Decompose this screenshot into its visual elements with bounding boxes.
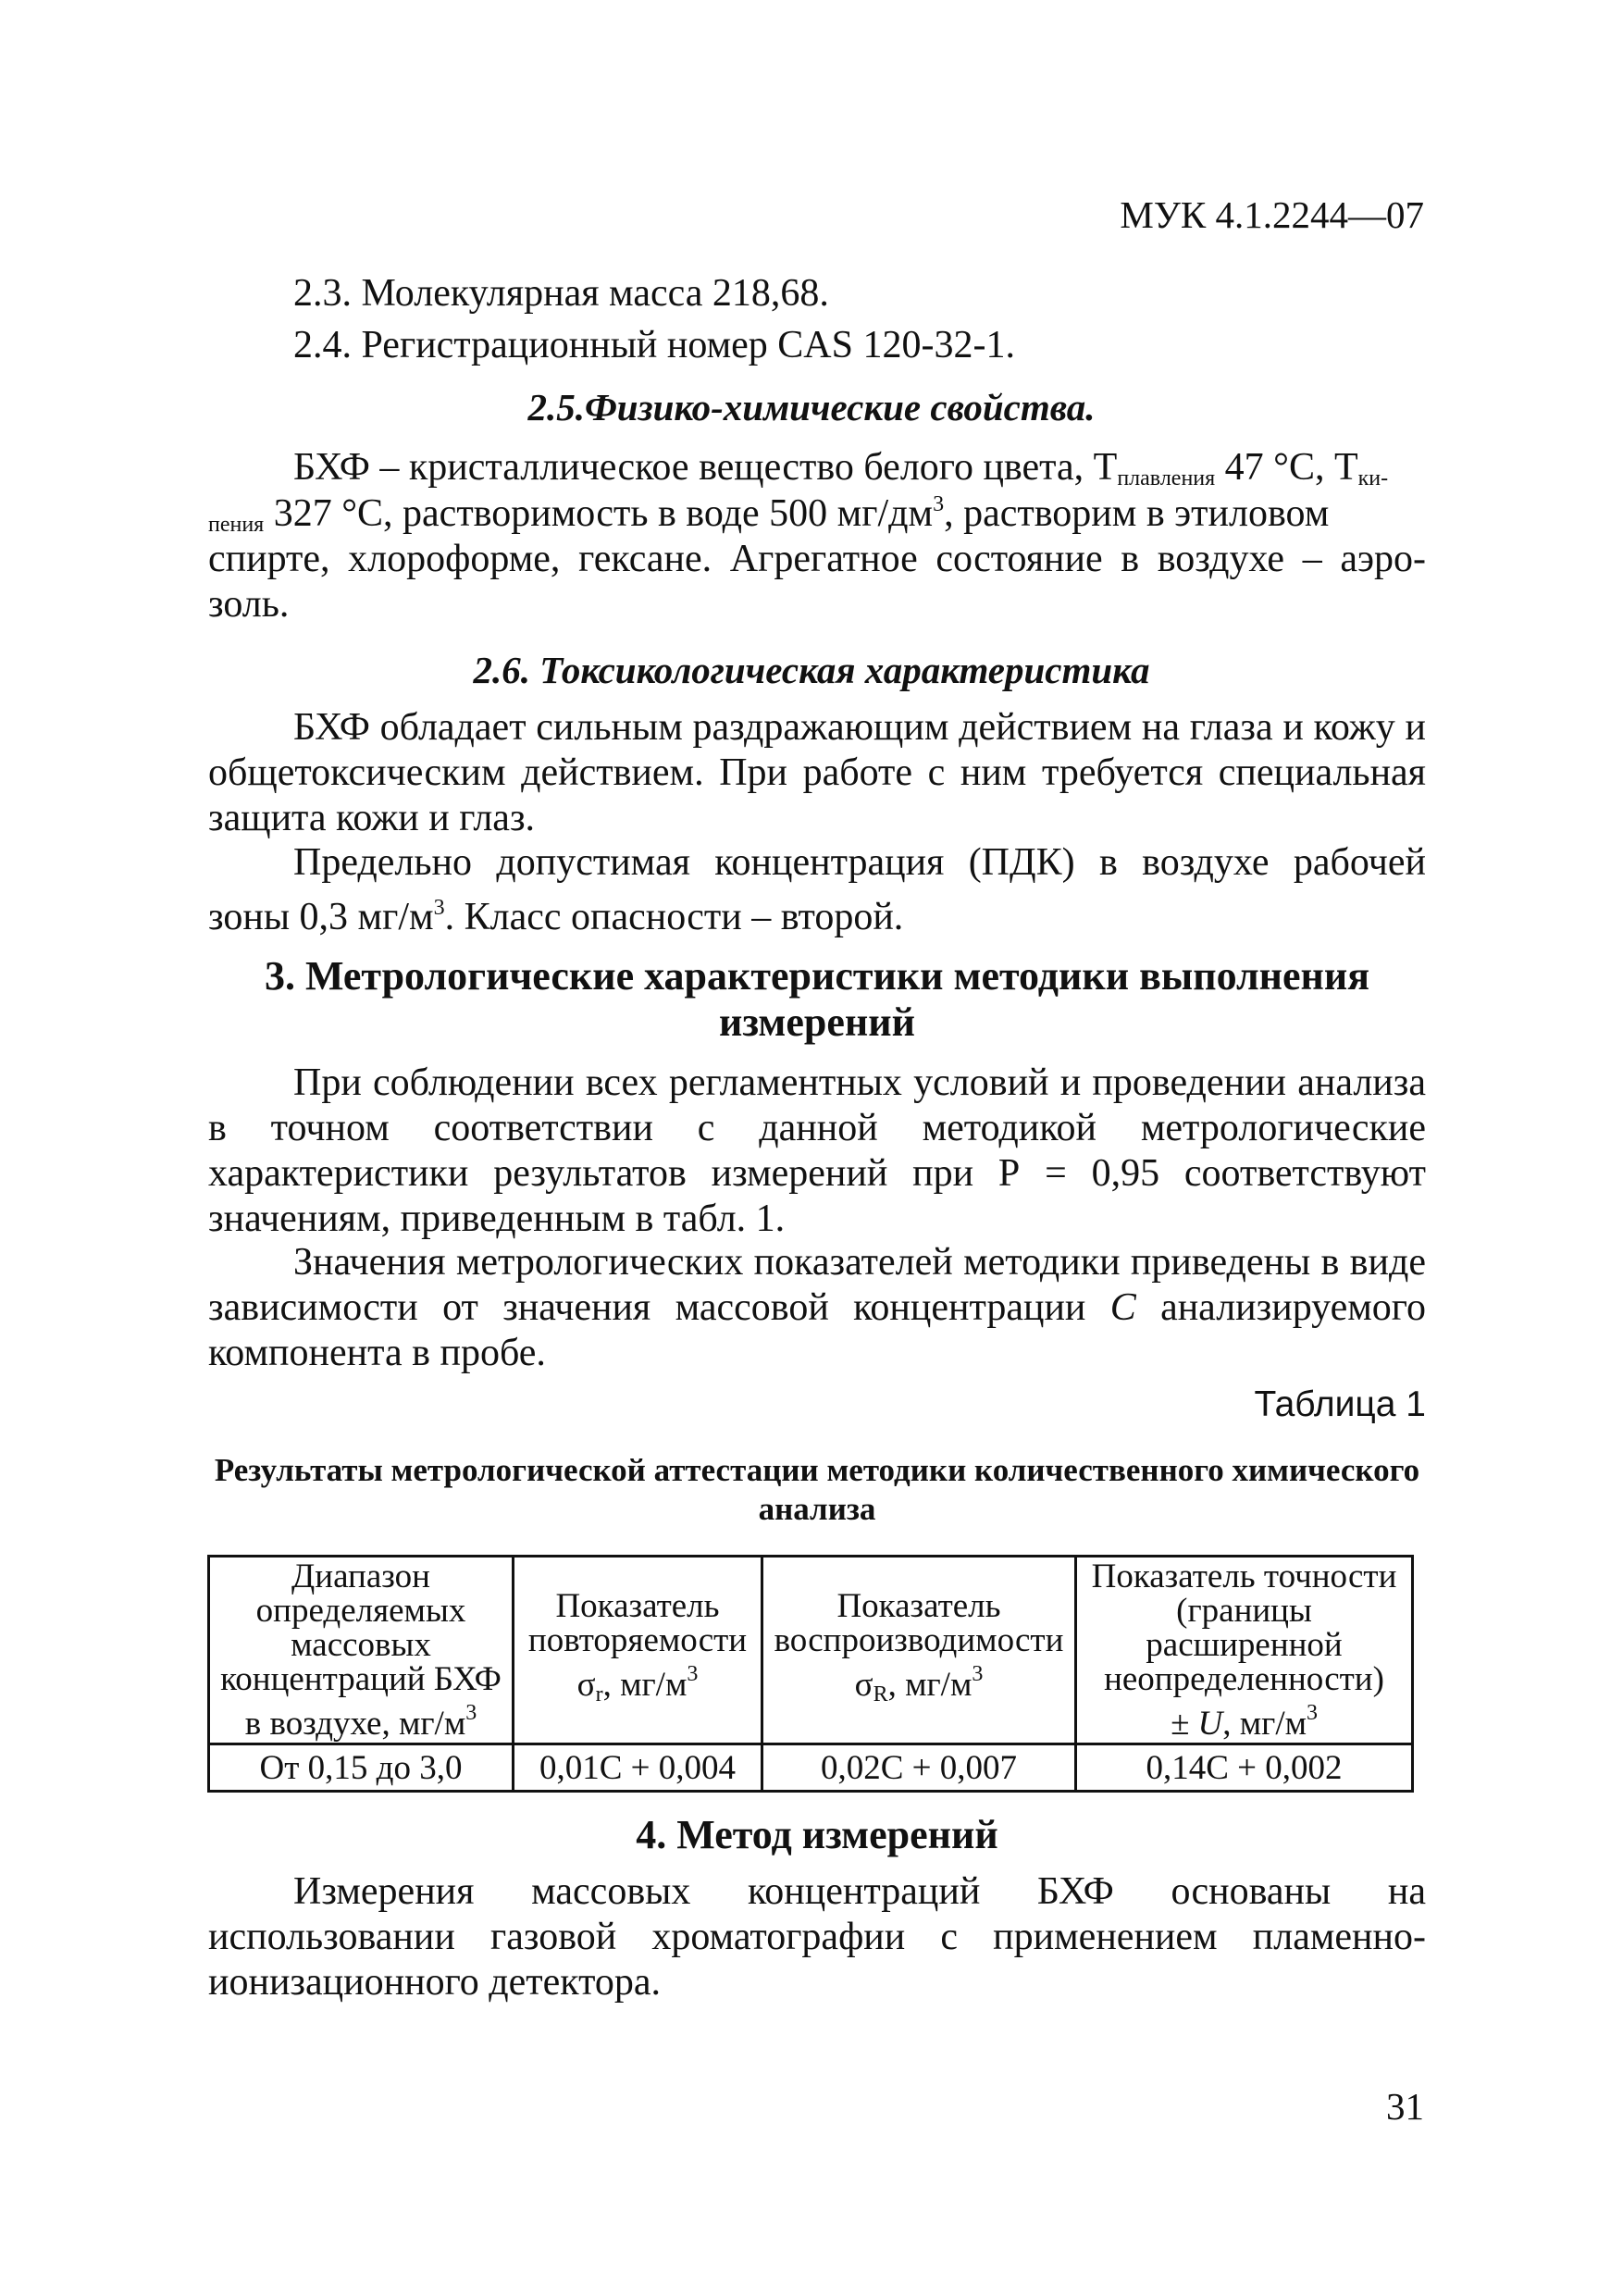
header-reproducibility bbox=[762, 1557, 1076, 1744]
boiling-subscript-cont: пения bbox=[208, 513, 265, 537]
sigma-symbol: σ bbox=[854, 1665, 873, 1704]
u-symbol: ± U bbox=[1170, 1705, 1223, 1743]
tox-paragraph-1: БХФ обладает сильным раздражающим действием на глаза и кожу и общетоксическим действием. При работе с ним требуется специальная защита кожи и глаз. bbox=[208, 706, 1426, 839]
section-4-title: 4. Метод измерений bbox=[636, 1812, 998, 1857]
concentration-symbol: С bbox=[1109, 1286, 1136, 1329]
superscript: 3 bbox=[1307, 1701, 1319, 1725]
section-3-paragraph-1: При соблюдении всех регламентных условий и проведении анализа в точном соответствии с данной методикой метрологические характеристики результатов измерений при Р = 0,95 соответствуют значениям, приведенным в табл. 1. bbox=[208, 1061, 1426, 1240]
subscript: r bbox=[595, 1682, 603, 1706]
cell-repeatability: 0,01С + 0,004 bbox=[514, 1744, 762, 1792]
superscript: 3 bbox=[465, 1701, 477, 1725]
section-3-title: 3. Метрологические характеристики методики выполнения измерений bbox=[264, 953, 1370, 1045]
tox-paragraph-2 bbox=[208, 840, 1426, 940]
cell-reproducibility: 0,02С + 0,007 bbox=[762, 1744, 1076, 1792]
section-3-paragraph-2 bbox=[208, 1240, 1426, 1376]
props-text: БХФ – кристаллическое вещество белого цвета, Т bbox=[293, 446, 1118, 489]
metrology-table bbox=[207, 1555, 1414, 1793]
subscript: R bbox=[873, 1682, 888, 1706]
unit: , мг/м bbox=[1222, 1705, 1307, 1743]
header-text: Показатель повторяемости bbox=[527, 1586, 748, 1659]
unit: , мг/м bbox=[602, 1665, 688, 1704]
s3-text: Значения метрологических показателей методики приведены в виде зависимости от значения массовой концентрации bbox=[208, 1241, 1426, 1329]
superscript: 3 bbox=[433, 896, 445, 920]
section-4-paragraph: Измерения массовых концентраций БХФ основаны на использовании газовой хроматографии с применением пламенно-ионизационного детектора. bbox=[208, 1870, 1426, 2004]
props-text: 47 °С, Т bbox=[1215, 446, 1358, 489]
props-line-2 bbox=[208, 493, 1426, 536]
superscript: 3 bbox=[972, 1661, 984, 1686]
table-header-row bbox=[209, 1557, 1413, 1744]
document-code: МУК 4.1.2244—07 bbox=[1120, 193, 1424, 236]
table-label: Таблица 1 bbox=[1254, 1384, 1426, 1424]
header-text: Показатель воспроизводимости bbox=[774, 1586, 1064, 1659]
sigma-symbol: σ bbox=[576, 1665, 596, 1704]
table-caption: Результаты метрологической аттестации методики количественного химического анализа bbox=[214, 1452, 1420, 1527]
boiling-subscript: ки- bbox=[1357, 466, 1389, 490]
header-text: Диапазон определяемых массовых концентраций БХФ в воздухе, мг/м bbox=[220, 1558, 502, 1743]
props-line-1 bbox=[293, 448, 1388, 490]
props-text: 327 °С, растворимость в воде 500 мг/дм bbox=[264, 492, 934, 535]
s3-text: анализируемого компонента в пробе. bbox=[208, 1286, 1426, 1374]
table-row bbox=[209, 1744, 1413, 1792]
header-repeatability bbox=[514, 1557, 762, 1744]
heading-2-5: 2.5.Физико-химические свойства. bbox=[527, 386, 1096, 428]
item-2-4: 2.4. Регистрационный номер CAS 120-32-1. bbox=[293, 324, 1015, 366]
superscript: 3 bbox=[933, 492, 945, 516]
header-text: Показатель точности (границы расширенной неопределенности) bbox=[1091, 1558, 1397, 1698]
unit: , мг/м bbox=[887, 1665, 973, 1704]
cell-accuracy: 0,14С + 0,002 bbox=[1076, 1744, 1413, 1792]
props-text: , растворим в этиловом bbox=[944, 492, 1330, 535]
heading-2-6: 2.6. Токсикологическая характеристика bbox=[473, 649, 1150, 691]
superscript: 3 bbox=[687, 1661, 699, 1686]
tox-text: Предельно допустимая концентрация (ПДК) в воздухе рабочей зоны 0,3 мг/м bbox=[208, 841, 1426, 938]
tox-text: . Класс опасности – второй. bbox=[444, 896, 904, 938]
header-accuracy bbox=[1076, 1557, 1413, 1744]
props-rest: спирте, хлороформе, гексане. Агрегатное состояние в воздухе – аэро-золь. bbox=[208, 538, 1426, 626]
cell-range: От 0,15 до 3,0 bbox=[209, 1744, 514, 1792]
header-range bbox=[209, 1557, 514, 1744]
item-2-3: 2.3. Молекулярная масса 218,68. bbox=[293, 272, 829, 315]
melting-subscript: плавления bbox=[1117, 466, 1216, 490]
page-number: 31 bbox=[1386, 2085, 1424, 2128]
